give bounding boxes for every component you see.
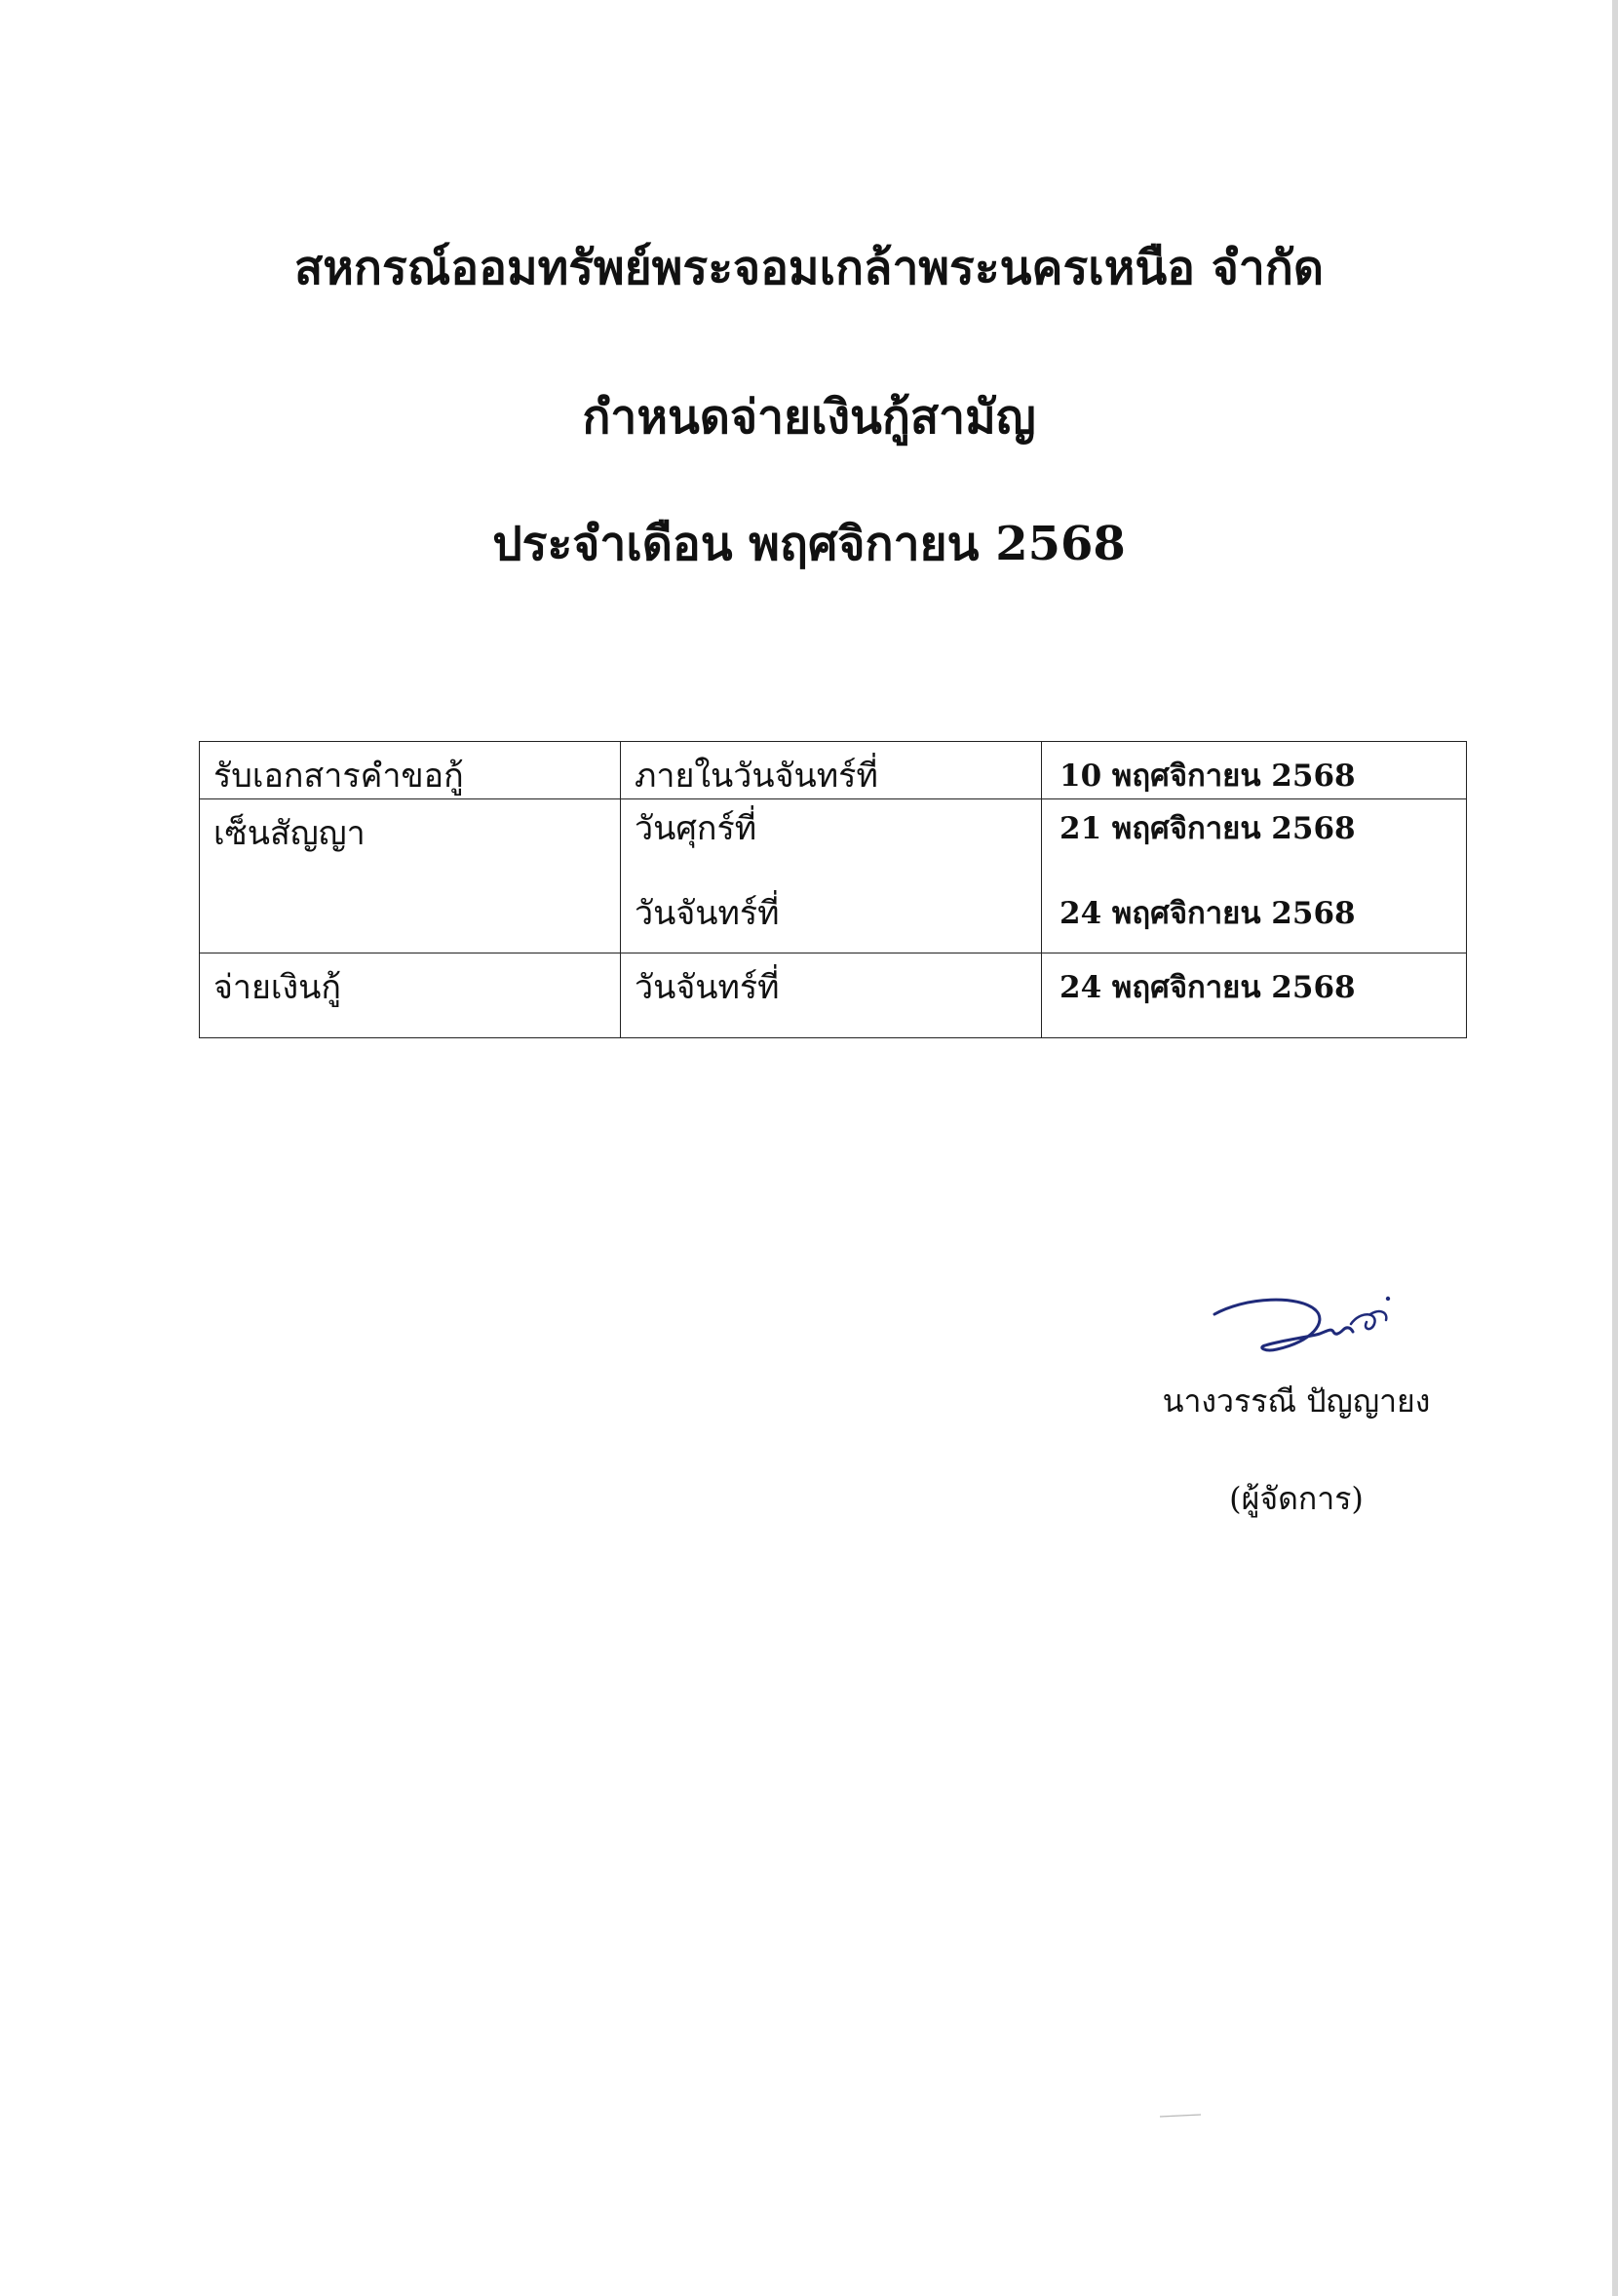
table-row [200, 742, 1467, 799]
day-cell [621, 953, 1042, 1038]
handwritten-signature [1207, 1285, 1402, 1365]
activity-cell [200, 742, 621, 799]
date-cell [1042, 953, 1467, 1038]
activity-label: จ่ายเงินกู้ [213, 968, 341, 1007]
page-edge [1612, 0, 1618, 2296]
table-row [200, 953, 1467, 1038]
day-label: ภายในวันจันทร์ที่ [635, 757, 878, 796]
table-row [200, 799, 1467, 953]
date-cell [1042, 799, 1467, 953]
date-value: 21 พฤศจิกายน 2568 [1059, 811, 1356, 846]
scan-speck [1158, 2114, 1203, 2118]
day-label: วันจันทร์ที่ [635, 894, 780, 933]
activity-label: เซ็นสัญญา [213, 814, 366, 853]
document-period: ประจำเดือน พฤศจิกายน 2568 [492, 517, 1126, 571]
day-label: วันจันทร์ที่ [635, 968, 780, 1007]
date-cell [1042, 742, 1467, 799]
day-cell [621, 799, 1042, 953]
document-title: กำหนดจ่ายเงินกู้สามัญ [582, 390, 1036, 445]
day-cell [621, 742, 1042, 799]
activity-cell [200, 953, 621, 1038]
activity-label: รับเอกสารคำขอกู้ [213, 757, 464, 796]
date-value: 24 พฤศจิกายน 2568 [1059, 970, 1356, 1005]
day-label: วันศุกร์ที่ [635, 809, 757, 848]
date-value: 10 พฤศจิกายน 2568 [1059, 759, 1356, 794]
organization-name: สหกรณ์ออมทรัพย์พระจอมเกล้าพระนครเหนือ จำกัด [293, 241, 1325, 295]
loan-schedule-table [199, 741, 1467, 1038]
signatory-name: นางวรรณี ปัญญายง [1162, 1382, 1431, 1420]
date-value: 24 พฤศจิกายน 2568 [1059, 896, 1356, 931]
activity-cell [200, 799, 621, 953]
signatory-role: (ผู้จัดการ) [1229, 1480, 1364, 1517]
